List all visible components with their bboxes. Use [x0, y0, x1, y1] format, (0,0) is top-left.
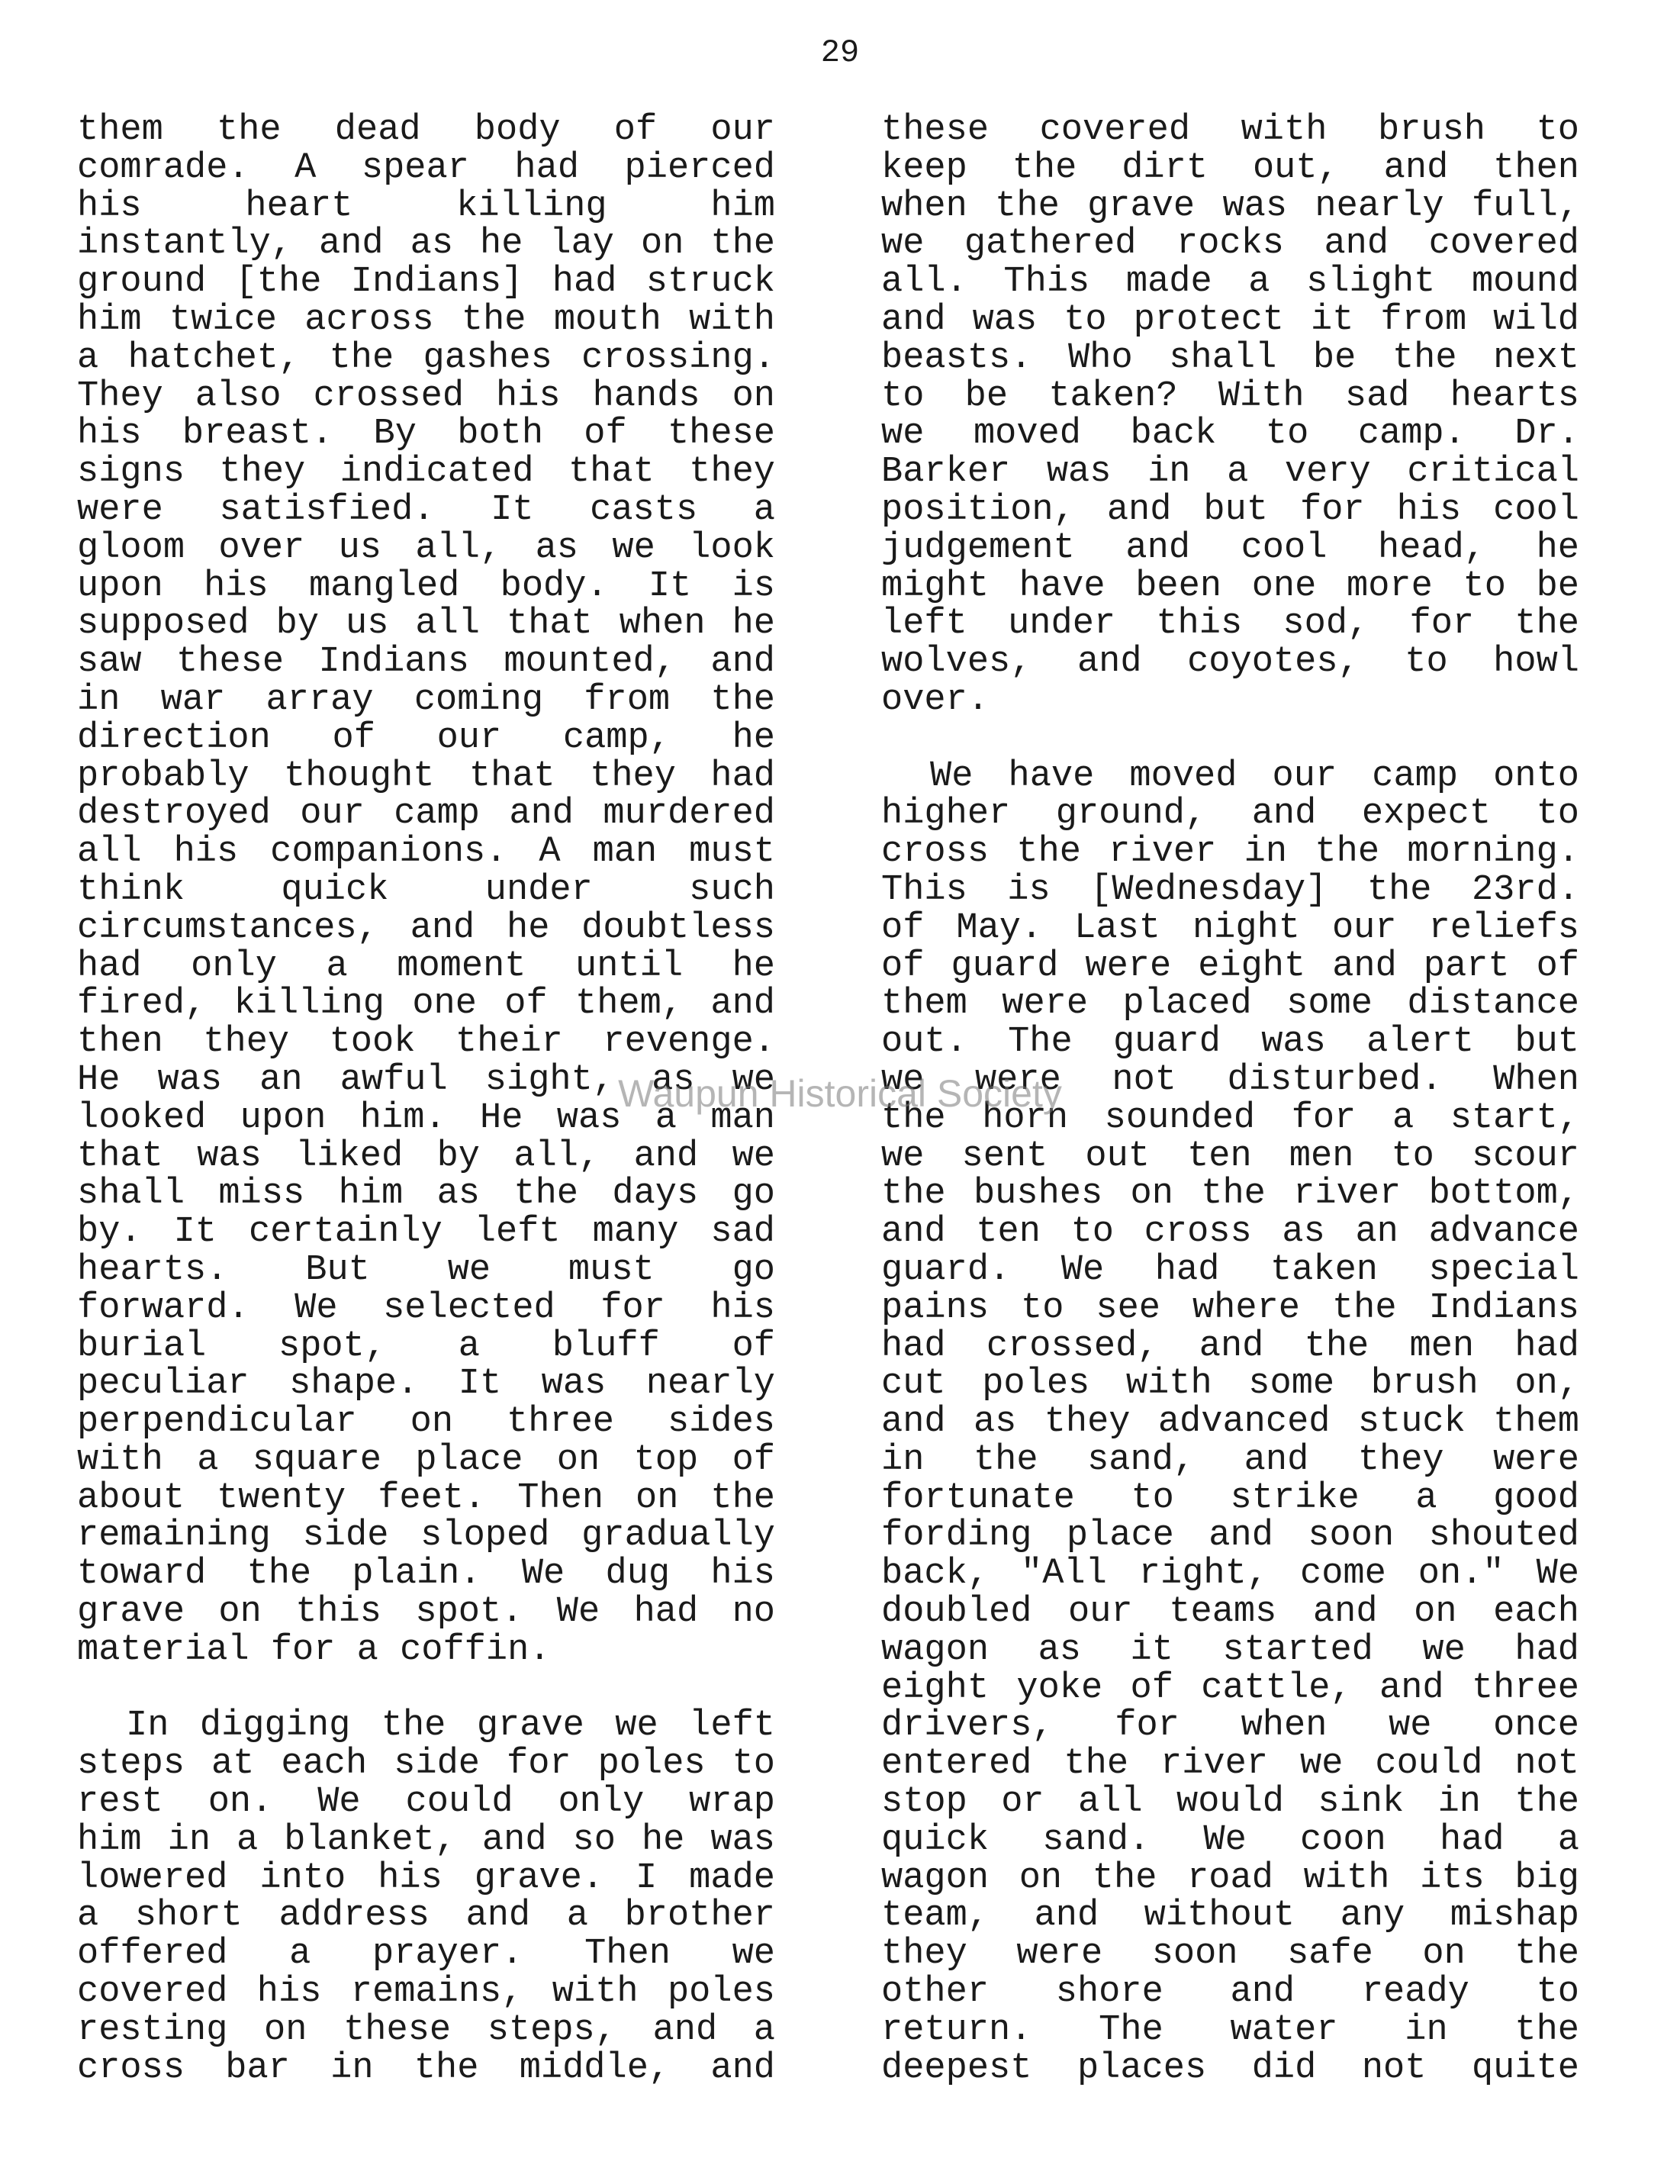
text-line: him twice across the mouth with	[77, 301, 775, 340]
text-line: out. The guard was alert but	[881, 1023, 1579, 1061]
text-line: rest on. We could only wrap	[77, 1783, 775, 1822]
text-line: we were not disturbed. When	[881, 1061, 1579, 1100]
text-line: saw these Indians mounted, and	[77, 643, 775, 681]
text-line: signs they indicated that they	[77, 453, 775, 491]
text-line: when the grave was nearly full,	[881, 187, 1579, 226]
text-line: keep the dirt out, and then	[881, 149, 1579, 188]
left-text-column	[77, 111, 775, 2087]
watermark: Waupun Historical Society	[618, 1072, 1062, 1115]
page-number: 29	[820, 34, 860, 71]
text-line: cross the river in the morning.	[881, 833, 1579, 871]
text-line: were satisfied. It casts a	[77, 491, 775, 530]
text-line: return. The water in the	[881, 2011, 1579, 2050]
text-line: we moved back to camp. Dr.	[881, 415, 1579, 454]
text-line: back, "All right, come on." We	[881, 1555, 1579, 1594]
text-line: shall miss him as the days go	[77, 1175, 775, 1214]
text-line: forward. We selected for his	[77, 1289, 775, 1328]
text-line: over.	[881, 681, 990, 720]
text-line: ground [the Indians] had struck	[77, 263, 775, 301]
text-line: we sent out ten men to scour	[881, 1137, 1579, 1176]
text-line: entered the river we could not	[881, 1745, 1579, 1784]
text-line: in war array coming from the	[77, 681, 775, 720]
text-line: we gathered rocks and covered	[881, 225, 1579, 264]
text-line	[881, 720, 1579, 758]
text-line: to be taken? With sad hearts	[881, 377, 1579, 416]
text-line: fortunate to strike a good	[881, 1479, 1579, 1518]
text-line: gloom over us all, as we look	[77, 529, 775, 568]
text-line: This is [Wednesday] the 23rd.	[881, 871, 1579, 910]
text-line: burial spot, a bluff of	[77, 1327, 775, 1366]
text-line: of guard were eight and part of	[881, 947, 1579, 986]
text-line: eight yoke of cattle, and three	[881, 1669, 1579, 1708]
text-line: these covered with brush to	[881, 111, 1579, 150]
text-line: offered a prayer. Then we	[77, 1935, 775, 1974]
text-line: fired, killing one of them, and	[77, 985, 775, 1024]
text-line: and was to protect it from wild	[881, 301, 1579, 340]
text-line: about twenty feet. Then on the	[77, 1479, 775, 1518]
text-line: circumstances, and he doubtless	[77, 909, 775, 948]
text-line: beasts. Who shall be the next	[881, 339, 1579, 378]
text-line: pains to see where the Indians	[881, 1289, 1579, 1328]
text-line: with a square place on top of	[77, 1441, 775, 1480]
text-line: In digging the grave we left	[126, 1707, 775, 1746]
text-line: by. It certainly left many sad	[77, 1213, 775, 1251]
text-line: drivers, for when we once	[881, 1707, 1579, 1746]
text-line: the horn sounded for a start,	[881, 1099, 1579, 1138]
text-line: cut poles with some brush on,	[881, 1365, 1579, 1404]
text-line: team, and without any mishap	[881, 1897, 1579, 1936]
text-line: judgement and cool head, he	[881, 529, 1579, 568]
text-line: his breast. By both of these	[77, 415, 775, 454]
text-line: perpendicular on three sides	[77, 1403, 775, 1442]
text-line: peculiar shape. It was nearly	[77, 1365, 775, 1404]
right-text-column	[881, 111, 1579, 2087]
text-line: then they took their revenge.	[77, 1023, 775, 1061]
text-line: wolves, and coyotes, to howl	[881, 643, 1579, 681]
text-line: He was an awful sight, as we	[77, 1061, 775, 1100]
text-line: guard. We had taken special	[881, 1251, 1579, 1290]
text-line: We have moved our camp onto	[930, 757, 1579, 796]
text-line: resting on these steps, and a	[77, 2011, 775, 2050]
text-line: other shore and ready to	[881, 1973, 1579, 2012]
text-line	[77, 1670, 775, 1708]
text-line: all his companions. A man must	[77, 833, 775, 871]
text-line: covered his remains, with poles	[77, 1973, 775, 2012]
text-line: destroyed our camp and murdered	[77, 795, 775, 834]
text-line: deepest places did not quite	[881, 2049, 1579, 2088]
text-line: cross bar in the middle, and	[77, 2049, 775, 2088]
text-line: supposed by us all that when he	[77, 605, 775, 644]
text-line: his heart killing him	[77, 187, 775, 226]
text-line: had only a moment until he	[77, 947, 775, 986]
text-line: probably thought that they had	[77, 757, 775, 796]
text-line: doubled our teams and on each	[881, 1593, 1579, 1632]
text-line: toward the plain. We dug his	[77, 1555, 775, 1594]
text-line: material for a coffin.	[77, 1631, 551, 1670]
text-line: grave on this spot. We had no	[77, 1593, 775, 1632]
text-line: a short address and a brother	[77, 1897, 775, 1936]
text-line: a hatchet, the gashes crossing.	[77, 339, 775, 378]
text-line: comrade. A spear had pierced	[77, 149, 775, 188]
text-line: and as they advanced stuck them	[881, 1403, 1579, 1442]
text-line: wagon as it started we had	[881, 1631, 1579, 1670]
text-line: position, and but for his cool	[881, 491, 1579, 530]
text-line: they were soon safe on the	[881, 1935, 1579, 1974]
text-line: upon his mangled body. It is	[77, 567, 775, 606]
text-line: They also crossed his hands on	[77, 377, 775, 416]
text-line: remaining side sloped gradually	[77, 1517, 775, 1556]
text-line: hearts. But we must go	[77, 1251, 775, 1290]
text-line: fording place and soon shouted	[881, 1517, 1579, 1556]
text-line: looked upon him. He was a man	[77, 1099, 775, 1138]
text-line: the bushes on the river bottom,	[881, 1175, 1579, 1214]
text-line: quick sand. We coon had a	[881, 1821, 1579, 1860]
text-line: that was liked by all, and we	[77, 1137, 775, 1176]
text-line: them were placed some distance	[881, 985, 1579, 1024]
text-line: and ten to cross as an advance	[881, 1213, 1579, 1251]
text-line: instantly, and as he lay on the	[77, 225, 775, 264]
text-line: of May. Last night our reliefs	[881, 909, 1579, 948]
text-line: him in a blanket, and so he was	[77, 1821, 775, 1860]
text-line: Barker was in a very critical	[881, 453, 1579, 491]
text-line: wagon on the road with its big	[881, 1859, 1579, 1898]
text-line: higher ground, and expect to	[881, 795, 1579, 834]
text-line: stop or all would sink in the	[881, 1783, 1579, 1822]
text-line: steps at each side for poles to	[77, 1745, 775, 1784]
text-line: might have been one more to be	[881, 567, 1579, 606]
text-line: direction of our camp, he	[77, 719, 775, 758]
text-line: had crossed, and the men had	[881, 1327, 1579, 1366]
text-line: in the sand, and they were	[881, 1441, 1579, 1480]
text-line: all. This made a slight mound	[881, 263, 1579, 301]
text-line: them the dead body of our	[77, 111, 775, 150]
text-line: think quick under such	[77, 871, 775, 910]
text-line: lowered into his grave. I made	[77, 1859, 775, 1898]
text-line: left under this sod, for the	[881, 605, 1579, 644]
